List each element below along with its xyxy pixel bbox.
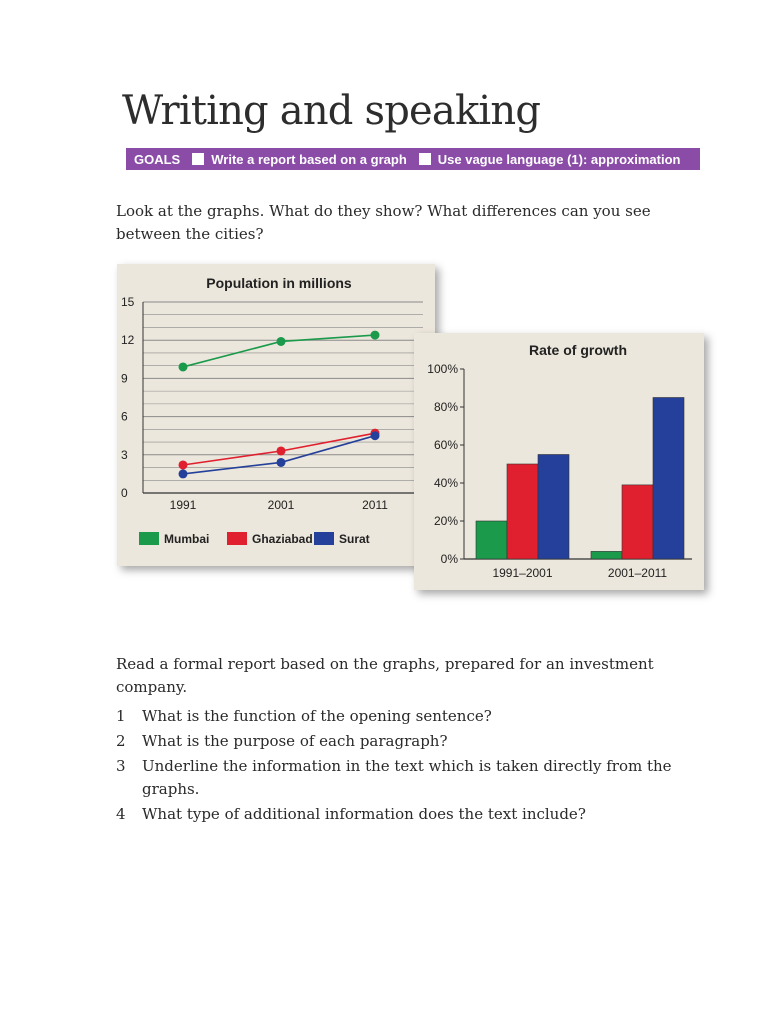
chart-title: Rate of growth xyxy=(529,342,627,358)
bar-surat xyxy=(653,398,684,560)
population-line-chart xyxy=(117,264,435,566)
y-tick-label: 80% xyxy=(433,400,458,414)
population-chart-panel xyxy=(117,264,435,566)
x-tick-label: 2011 xyxy=(362,498,388,512)
question-number: 3 xyxy=(116,757,126,775)
checkbox-icon xyxy=(192,153,204,165)
y-tick-label: 15 xyxy=(121,295,135,309)
x-tick-label: 1991–2001 xyxy=(492,566,553,580)
report-intro-paragraph: Read a formal report based on the graphs, prepared for an investment company. xyxy=(116,655,654,696)
growth-chart-panel xyxy=(414,333,704,590)
checkbox-icon xyxy=(419,153,431,165)
question-text: What is the function of the opening sentence? xyxy=(142,707,492,725)
data-point-surat xyxy=(179,469,188,478)
data-point-mumbai xyxy=(371,331,380,340)
question-number: 2 xyxy=(116,732,126,750)
question-text: What is the purpose of each paragraph? xyxy=(142,732,448,750)
x-tick-label: 2001–2011 xyxy=(607,566,668,580)
question-list xyxy=(116,705,726,828)
legend-label: Mumbai xyxy=(164,532,210,546)
x-tick-label: 2001 xyxy=(267,498,295,512)
data-point-surat xyxy=(371,431,380,440)
intro-paragraph: Look at the graphs. What do they show? What differences can you see between the cities? xyxy=(116,202,651,243)
question-number: 1 xyxy=(116,707,126,725)
x-tick-label: 1991 xyxy=(169,498,197,512)
bar-mumbai xyxy=(591,551,622,559)
data-point-surat xyxy=(277,458,286,467)
goal-item xyxy=(192,152,419,167)
question-item xyxy=(116,755,726,801)
goal-text: Write a report based on a graph xyxy=(211,151,407,167)
question-item xyxy=(116,803,726,826)
chart-title: Population in millions xyxy=(206,275,352,291)
page-title: Writing and speaking xyxy=(122,88,541,134)
legend-swatch xyxy=(139,532,159,545)
legend-label: Ghaziabad xyxy=(252,532,313,546)
goals-label: GOALS xyxy=(134,151,181,167)
data-point-mumbai xyxy=(179,362,188,371)
y-tick-label: 20% xyxy=(433,514,458,528)
goal-text: Use vague language (1): approximation xyxy=(437,151,681,167)
bar-ghaziabad xyxy=(622,485,653,559)
y-tick-label: 3 xyxy=(121,447,128,462)
question-item xyxy=(116,705,726,728)
y-tick-label: 40% xyxy=(433,476,458,490)
bar-ghaziabad xyxy=(507,464,538,559)
legend-label: Surat xyxy=(339,532,370,546)
data-point-ghaziabad xyxy=(277,446,286,455)
y-tick-label: 60% xyxy=(433,438,458,452)
data-point-ghaziabad xyxy=(179,460,188,469)
question-text: Underline the information in the text which is taken directly from the graphs. xyxy=(142,757,672,798)
legend-swatch xyxy=(227,532,247,545)
y-tick-label: 6 xyxy=(121,409,128,424)
y-tick-label: 100% xyxy=(427,362,458,376)
goals-bar xyxy=(126,148,700,170)
y-tick-label: 0% xyxy=(440,552,458,566)
goal-item xyxy=(419,152,693,167)
y-tick-label: 9 xyxy=(121,371,128,386)
y-tick-label: 12 xyxy=(121,333,135,348)
question-text: What type of additional information does the text include? xyxy=(142,805,586,823)
legend-swatch xyxy=(314,532,334,545)
bar-mumbai xyxy=(476,521,507,559)
growth-bar-chart xyxy=(414,333,704,590)
data-point-mumbai xyxy=(277,337,286,346)
bar-surat xyxy=(538,455,569,560)
y-tick-label: 0 xyxy=(121,486,128,500)
question-number: 4 xyxy=(116,805,126,823)
question-item xyxy=(116,730,726,753)
